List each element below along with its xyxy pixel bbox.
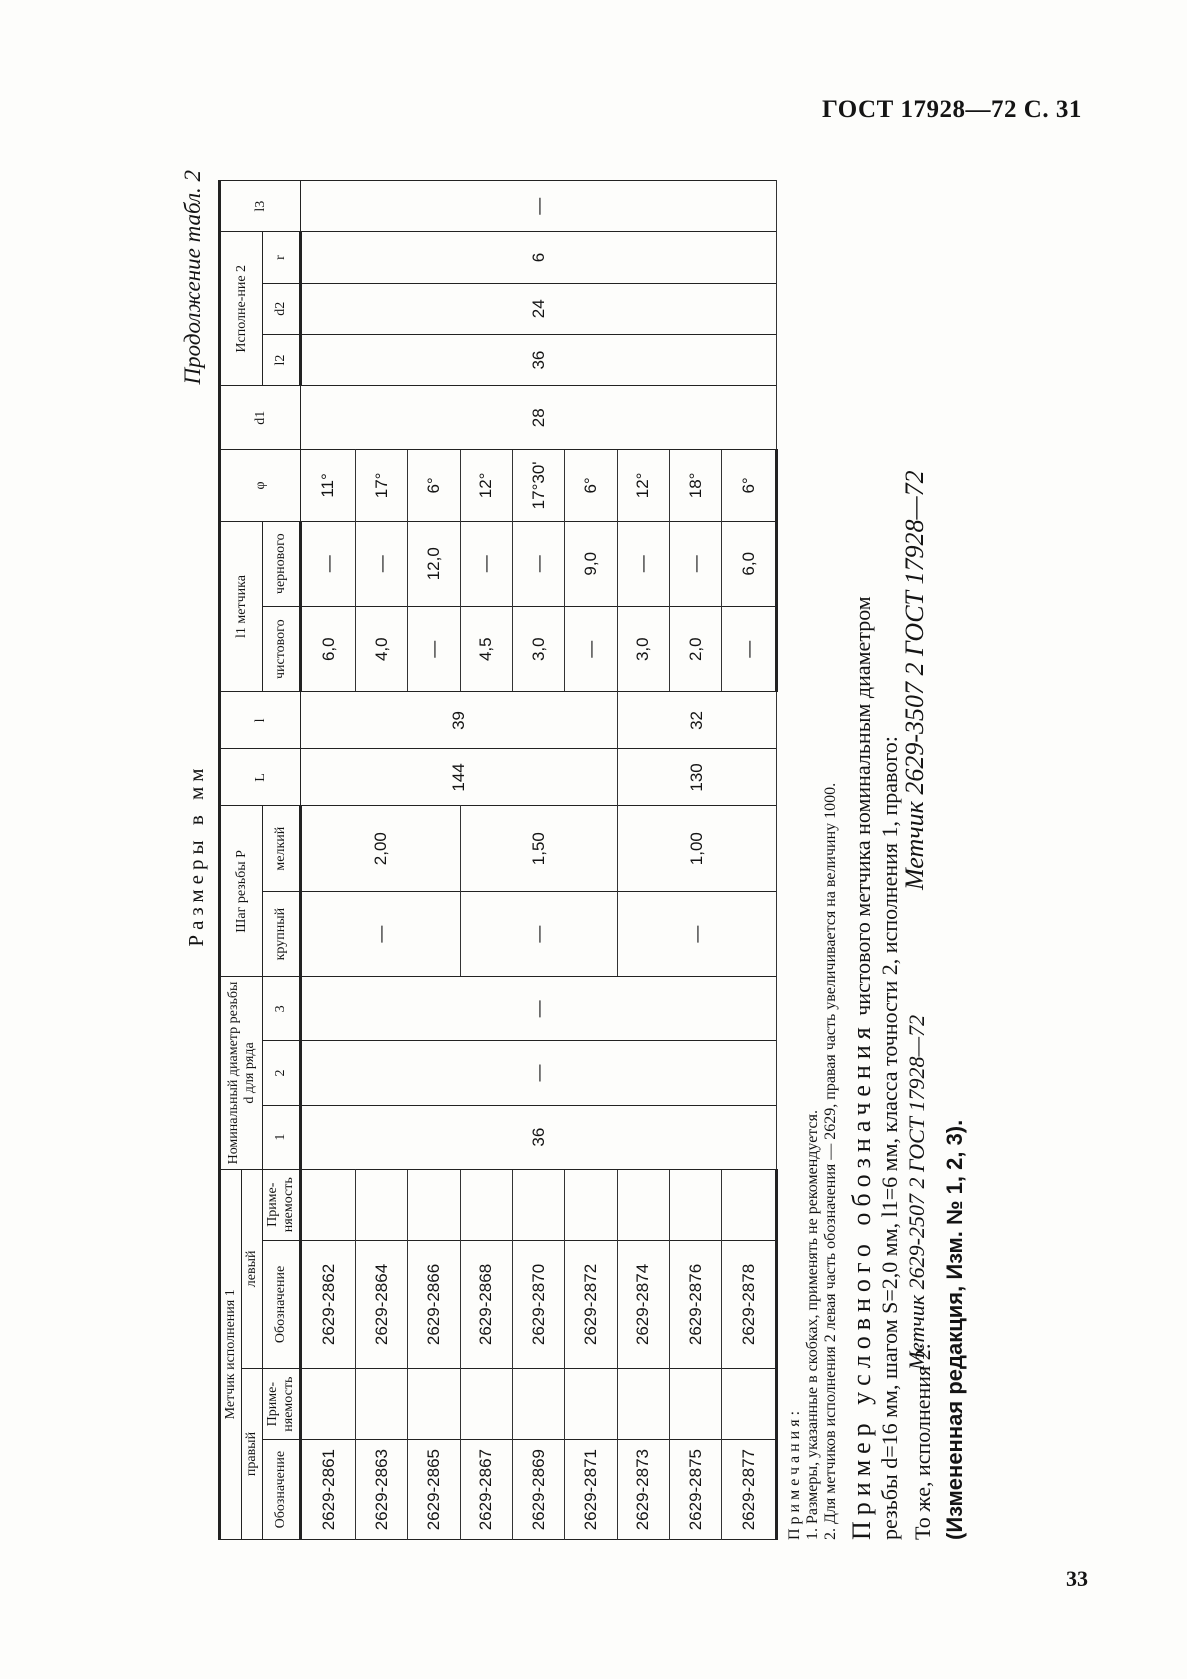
cell-coarse: — — [301, 891, 460, 976]
cell-left: 2629-2870 — [512, 1240, 564, 1368]
cell-right: 2629-2875 — [670, 1440, 722, 1540]
header-thread-pitch: Шаг резьбы P — [220, 806, 263, 977]
cell-d-row1: 36 — [301, 1105, 777, 1169]
header-exec2: Исполне-ние 2 — [220, 232, 263, 386]
cell-left-appl — [301, 1169, 355, 1240]
cell-left-appl — [670, 1169, 722, 1240]
header-fine: мелкий — [263, 806, 301, 891]
cell-l1-rough: 12,0 — [408, 521, 460, 606]
header-rough: чернового — [263, 521, 301, 606]
header-right: правый — [242, 1369, 263, 1540]
header-left: левый — [242, 1169, 263, 1368]
example-lead-rest: чистового метчика номинальным диаметром — [850, 596, 875, 1016]
cell-l1-finish: 4,0 — [355, 606, 407, 691]
cell-l1-finish: 2,0 — [670, 606, 722, 691]
cell-l1-finish: 3,0 — [617, 606, 669, 691]
table-row — [301, 181, 355, 1540]
header-d1: d1 — [220, 386, 301, 450]
header-right-designation: Обозначение — [263, 1440, 301, 1540]
cell-left-appl — [408, 1169, 460, 1240]
cell-l1-finish: 4,5 — [460, 606, 512, 691]
cell-left: 2629-2866 — [408, 1240, 460, 1368]
cell-right: 2629-2863 — [355, 1440, 407, 1540]
cell-l1-rough: — — [512, 521, 564, 606]
header-phi: φ — [220, 450, 301, 521]
page-number: 33 — [1066, 1566, 1088, 1591]
cell-left-appl — [722, 1169, 777, 1240]
cell-fine: 2,00 — [301, 806, 460, 891]
cell-right: 2629-2861 — [301, 1440, 355, 1540]
cell-phi: 6° — [722, 450, 777, 521]
cell-right-appl — [301, 1369, 355, 1440]
cell-phi: 6° — [408, 450, 460, 521]
header-left-designation: Обозначение — [263, 1240, 301, 1368]
header-L: L — [220, 749, 301, 806]
example-line-3: Метчик 2629-2507 2 ГОСТ 17928—72 — [904, 1014, 929, 1370]
cell-phi: 12° — [617, 450, 669, 521]
cell-d-row2: — — [301, 1041, 777, 1105]
page-header: ГОСТ 17928—72 С. 31 — [822, 96, 1082, 123]
sizes-caption: Размеры в мм — [184, 763, 208, 947]
cell-phi: 6° — [565, 450, 617, 521]
example-line-1 — [848, 170, 876, 1540]
cell-coarse: — — [617, 891, 776, 976]
header-tap-exec1: Метчик исполнения 1 — [220, 1169, 242, 1539]
note-1: 1. Размеры, указанные в скобках, применять не рекомендуется. — [804, 1110, 821, 1540]
header-row3: 3 — [263, 977, 301, 1041]
header-right-applicability: Приме-няемость — [263, 1369, 301, 1440]
header-left-applicability: Приме-няемость — [263, 1169, 301, 1240]
example-lead: Пример условного обозначения — [847, 1021, 876, 1540]
cell-L: 144 — [301, 749, 617, 806]
cell-l1-rough: 6,0 — [722, 521, 777, 606]
cell-l: 39 — [301, 692, 617, 749]
cell-l1-rough: — — [617, 521, 669, 606]
header-coarse: крупный — [263, 891, 301, 976]
cell-L: 130 — [617, 749, 776, 806]
header-l1: l1 метчика — [220, 521, 263, 692]
cell-l1-rough: — — [301, 521, 355, 606]
rotated-content — [180, 170, 970, 1540]
cell-l1-finish: — — [722, 606, 777, 691]
amendment-note: (Измененная редакция, Изм. № 1, 2, 3). — [942, 1119, 967, 1540]
header-l: l — [220, 692, 301, 749]
header-d2: d2 — [263, 283, 301, 334]
cell-phi: 12° — [460, 450, 512, 521]
cell-left: 2629-2862 — [301, 1240, 355, 1368]
cell-right-appl — [617, 1369, 669, 1440]
cell-l1-finish: 6,0 — [301, 606, 355, 691]
cell-coarse: — — [460, 891, 617, 976]
same-exec2-label: То же, исполнения 2: — [910, 1343, 935, 1540]
cell-fine: 1,00 — [617, 806, 776, 891]
cell-l1-rough: — — [670, 521, 722, 606]
cell-right-appl — [670, 1369, 722, 1440]
cell-right: 2629-2869 — [512, 1440, 564, 1540]
cell-fine: 1,50 — [460, 806, 617, 891]
cell-left: 2629-2864 — [355, 1240, 407, 1368]
cell-left-appl — [460, 1169, 512, 1240]
cell-right: 2629-2865 — [408, 1440, 460, 1540]
note-2: 2. Для метчиков исполнения 2 левая часть обозначения — 2629, правая часть увеличивается на величину 1000. — [822, 782, 839, 1540]
cell-right-appl — [408, 1369, 460, 1440]
header-finish: чистового — [263, 606, 301, 691]
cell-left: 2629-2872 — [565, 1240, 617, 1368]
header-row2: 2 — [263, 1041, 301, 1105]
cell-d1: 28 — [301, 386, 777, 450]
cell-phi: 17°30' — [512, 450, 564, 521]
cell-d2: 24 — [301, 283, 777, 334]
cell-phi: 11° — [301, 450, 355, 521]
cell-right-appl — [460, 1369, 512, 1440]
cell-l1-finish: — — [408, 606, 460, 691]
cell-left: 2629-2868 — [460, 1240, 512, 1368]
cell-l3: — — [301, 181, 777, 232]
cell-l: 32 — [617, 692, 776, 749]
header-l3: l3 — [220, 181, 301, 232]
example-line-2: резьбы d=16 мм, шагом S=2,0 мм, l1=6 мм, класса точности 2, исполнения 1, правого: — [877, 736, 902, 1540]
cell-left-appl — [355, 1169, 407, 1240]
cell-left-appl — [617, 1169, 669, 1240]
cell-phi: 17° — [355, 450, 407, 521]
header-r: r — [263, 232, 301, 283]
cell-l1-finish: — — [565, 606, 617, 691]
cell-right: 2629-2867 — [460, 1440, 512, 1540]
cell-right: 2629-2873 — [617, 1440, 669, 1540]
cell-l1-rough: — — [355, 521, 407, 606]
cell-d-row3: — — [301, 977, 777, 1041]
cell-left-appl — [565, 1169, 617, 1240]
cell-right-appl — [355, 1369, 407, 1440]
cell-right-appl — [722, 1369, 777, 1440]
cell-left: 2629-2876 — [670, 1240, 722, 1368]
cell-left: 2629-2874 — [617, 1240, 669, 1368]
cell-left-appl — [512, 1169, 564, 1240]
cell-l1-finish: 3,0 — [512, 606, 564, 691]
cell-right-appl — [512, 1369, 564, 1440]
header-nominal-diameter: Номинальный диаметр резьбы d для ряда — [220, 977, 263, 1169]
header-row1: 1 — [263, 1105, 301, 1169]
cell-left: 2629-2878 — [722, 1240, 777, 1368]
cell-right: 2629-2877 — [722, 1440, 777, 1540]
cell-right: 2629-2871 — [565, 1440, 617, 1540]
cell-right-appl — [565, 1369, 617, 1440]
cell-l1-rough: 9,0 — [565, 521, 617, 606]
notes — [786, 170, 840, 1540]
header-l2: l2 — [263, 334, 301, 385]
continuation-label: Продолжение табл. 2 — [180, 170, 205, 385]
dimensions-table — [218, 180, 778, 1540]
cell-phi: 18° — [670, 450, 722, 521]
cell-l2: 36 — [301, 334, 777, 385]
cell-r: 6 — [301, 232, 777, 283]
cell-l1-rough: — — [460, 521, 512, 606]
notes-title: Примечания: — [786, 1406, 803, 1540]
example-exec2: Метчик 2629-3507 2 ГОСТ 17928—72 — [900, 470, 929, 890]
